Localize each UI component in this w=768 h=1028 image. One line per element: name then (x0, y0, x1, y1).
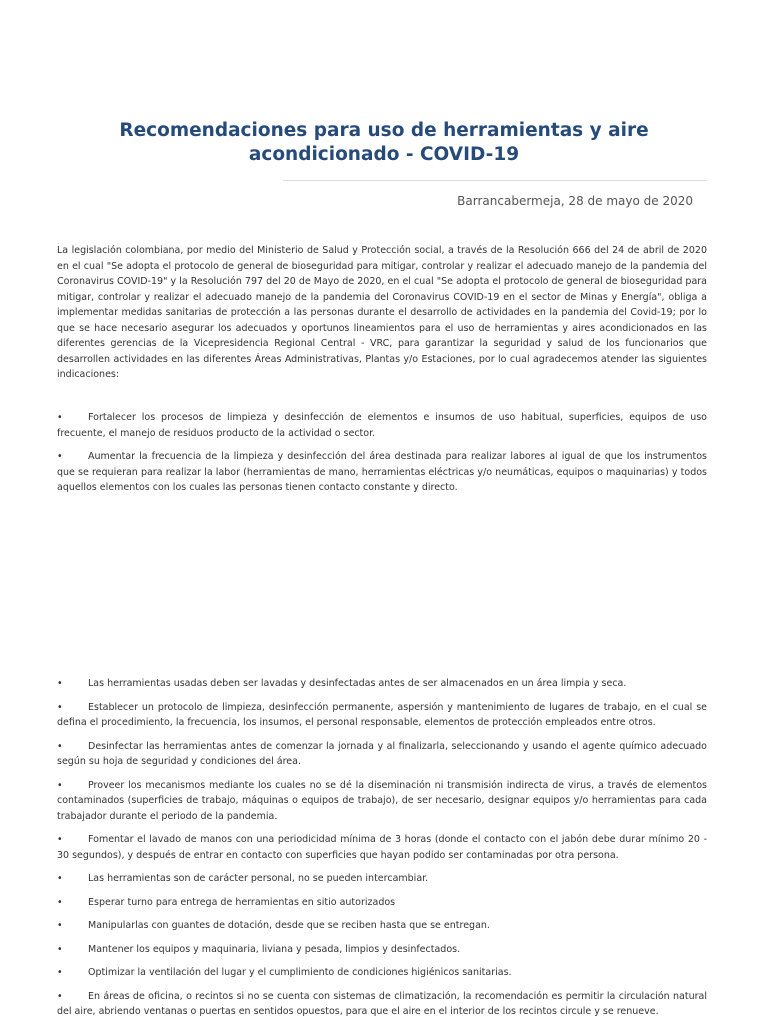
bullet-icon: • (57, 678, 63, 689)
list-item-text: Establecer un protocolo de limpieza, desinfección permanente, aspersión y mantenimiento de lugares de trabajo, en el cual se defina el procedimiento, la frecuencia, los insumos, el personal responsable, elementos de protección empleados entre otros. (57, 701, 707, 728)
list-item (57, 778, 707, 825)
bullet-list-1 (57, 410, 707, 504)
list-item (57, 700, 707, 731)
list-item (57, 410, 707, 441)
list-item (57, 989, 707, 1020)
list-item-text: Proveer los mecanismos mediante los cuales no se dé la diseminación ni transmisión indirecta de virus, a través de elementos contaminados (superficies de trabajo, máquinas o equipos de trabajo), de ser necesario, designar equipos y/o herramientas para cada trabajador durante el periodo de la pandemia. (57, 779, 707, 822)
list-item (57, 449, 707, 496)
list-item-text: Esperar turno para entrega de herramientas en sitio autorizados (88, 896, 396, 908)
bullet-icon: • (57, 740, 63, 752)
list-item (57, 965, 707, 981)
list-item-text: Fomentar el lavado de manos con una periodicidad mínima de 3 horas (donde el contacto con el jabón debe durar mínimo 20 - 30 segundos), y después de entrar en contacto con superficies que hayan podido ser contaminadas por otra persona. (57, 834, 707, 861)
bullet-list-2 (57, 676, 707, 1028)
bullet-icon: • (57, 990, 63, 1002)
bullet-icon: • (57, 896, 63, 908)
list-item-text: Desinfectar las herramientas antes de comenzar la jornada y al finalizarla, seleccionando y usando el agente químico adecuado según su hoja de seguridad y condiciones del área. (57, 740, 707, 767)
list-item-text: Fortalecer los procesos de limpieza y desinfección de elementos e insumos de uso habitual, superficies, equipos de uso frecuente, el manejo de residuos producto de la actividad o sector. (57, 412, 707, 439)
bullet-icon: • (57, 701, 63, 713)
title-divider (283, 180, 707, 181)
list-item-text: Las herramientas usadas deben ser lavadas y desinfectadas antes de ser almacenados en un área limpia y seca. (88, 678, 627, 689)
bullet-icon: • (57, 834, 63, 845)
list-item (57, 942, 707, 958)
list-item (57, 676, 707, 692)
bullet-icon: • (57, 412, 63, 423)
list-item (57, 739, 707, 770)
list-item-text: Optimizar la ventilación del lugar y el cumplimiento de condiciones higiénicos sanitarias. (88, 967, 512, 978)
list-item (57, 871, 707, 887)
document-date: Barrancabermeja, 28 de mayo de 2020 (457, 194, 693, 208)
list-item-text: Aumentar la frecuencia de la limpieza y desinfección del área destinada para realizar labores al igual de que los instrumentos que se requieran para realizar la labor (herramientas de mano, herramientas eléctricas y/o neumáticas, equipos o maquinarias) y todos aquellos elementos con los cuales las personas tienen contacto constante y directo. (57, 451, 707, 493)
bullet-icon: • (57, 779, 63, 791)
list-item-text: Manipularlas con guantes de dotación, desde que se reciben hasta que se entregan. (88, 920, 490, 931)
intro-paragraph: La legislación colombiana, por medio del Ministerio de Salud y Protección social, a través de la Resolución 666 del 24 de abril de 2020 en el cual "Se adopta el protocolo de general de bioseguridad para mitigar, controlar y realizar el adecuado manejo de la pandemia del Coronavirus COVID-19" y la Resolución 797 del 20 de Mayo de 2020, en el cual "Se adopta el protocolo de general de bioseguridad para mitigar, controlar y realizar el adecuado manejo de la pandemia del Coronavirus COVID-19 en el sector de Minas y Energía", obliga a implementar medidas sanitarias de protección a las personas durante el desarrollo de actividades en la pandemia del Covid-19; por lo que se hace necesario asegurar los adecuados y oportunos lineamientos para el uso de herramientas y aires acondicionados en las diferentes gerencias de la Vicepresidencia Regional Central - VRC, para garantizar la seguridad y salud de los funcionarios que desarrollen actividades en las diferentes Áreas Administrativas, Plantas y/o Estaciones, por lo cual agradecemos atender las siguientes indicaciones: (57, 245, 707, 380)
list-item-text: Las herramientas son de carácter personal, no se pueden intercambiar. (88, 873, 429, 884)
list-item (57, 832, 707, 863)
page-title: Recomendaciones para uso de herramientas y aire acondicionado - COVID-19 (119, 120, 649, 165)
bullet-icon: • (57, 920, 63, 931)
list-item (57, 918, 707, 934)
bullet-icon: • (57, 873, 63, 884)
list-item-text: Mantener los equipos y maquinaria, liviana y pesada, limpios y desinfectados. (88, 943, 461, 955)
bullet-icon: • (57, 451, 63, 462)
bullet-icon: • (57, 943, 63, 955)
list-item (57, 895, 707, 911)
list-item-text: En áreas de oficina, o recintos si no se cuenta con sistemas de climatización, la recomendación es permitir la circulación natural del aire, abriendo ventanas o puertas en sentidos opuestos, para que el aire en el interior de los recintos circule y se renueve. (57, 990, 707, 1017)
bullet-icon: • (57, 967, 63, 978)
